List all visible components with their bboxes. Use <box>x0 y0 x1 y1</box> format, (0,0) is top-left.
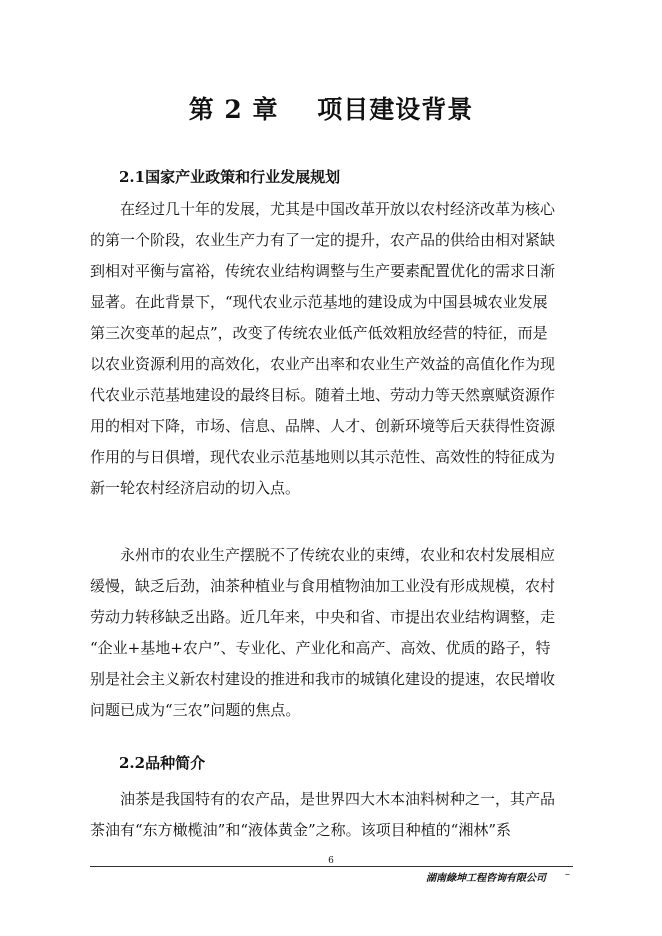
paragraph-policy-background <box>90 194 573 504</box>
paragraph-yongzhou-agriculture <box>90 540 573 726</box>
text-line: 到相对平衡与富裕，传统农业结构调整与生产要素配置优化的需求日渐 <box>90 262 556 280</box>
text-line: 显著。在此背景下，“现代农业示范基地的建设成为中国县城农业发展 <box>90 293 548 311</box>
text-line: 第三次变革的起点”，改变了传统农业低产低效粗放经营的特征，而是 <box>90 324 548 342</box>
text-line: 茶油有“东方橄榄油”和“液体黄金”之称。该项目种植的“湘林”系 <box>90 821 512 839</box>
text-line: 别是社会主义新农村建设的推进和我市的城镇化建设的提速，农民增收 <box>90 670 556 688</box>
text-line: 劳动力转移缺乏出路。近几年来，中央和省、市提出农业结构调整，走 <box>90 608 556 626</box>
paragraph-variety-intro <box>90 784 573 846</box>
text-line: 以农业资源利用的高效化，农业产出率和农业生产效益的高值化作为现 <box>90 355 556 373</box>
text-line: 在经过几十年的发展，尤其是中国改革开放以农村经济改革为核心 <box>120 200 556 218</box>
text-line: 油茶是我国特有的农产品，是世界四大木本油料树种之一，其产品 <box>120 790 556 808</box>
text-line: 新一轮农村经济启动的切入点。 <box>90 479 301 497</box>
text-line: “企业+基地+农户”、专业化、产业化和高产、高效、优质的路子，特 <box>90 639 551 657</box>
chapter-title: 第 2 章 项目建设背景 <box>188 95 474 124</box>
text-line: 永州市的农业生产摆脱不了传统农业的束缚，农业和农村发展相应 <box>120 546 556 564</box>
footer-divider <box>90 866 573 867</box>
section-heading-2-1: 2.1国家产业政策和行业发展规划 <box>119 168 341 186</box>
text-line: 问题已成为“三农”问题的焦点。 <box>90 701 301 719</box>
footer-company-name: 湖南綠坤工程咨询有限公司 <box>426 873 546 884</box>
footer-dash: – <box>565 869 570 880</box>
text-line: 作用的与日俱增，现代农业示范基地则以其示范性、高效性的特征成为 <box>90 448 556 466</box>
section-heading-2-2: 2.2品种简介 <box>119 754 206 772</box>
page-number: 6 <box>328 856 334 866</box>
text-line: 缓慢，缺乏后劲，油茶种植业与食用植物油加工业没有形成规模，农村 <box>90 577 556 595</box>
text-line: 代农业示范基地建设的最终目标。随着土地、劳动力等天然禀赋资源作 <box>90 386 556 404</box>
text-line: 的第一个阶段，农业生产力有了一定的提升，农产品的供给由相对紧缺 <box>90 231 556 249</box>
text-line: 用的相对下降，市场、信息、品牌、人才、创新环境等后天获得性资源 <box>90 417 556 435</box>
